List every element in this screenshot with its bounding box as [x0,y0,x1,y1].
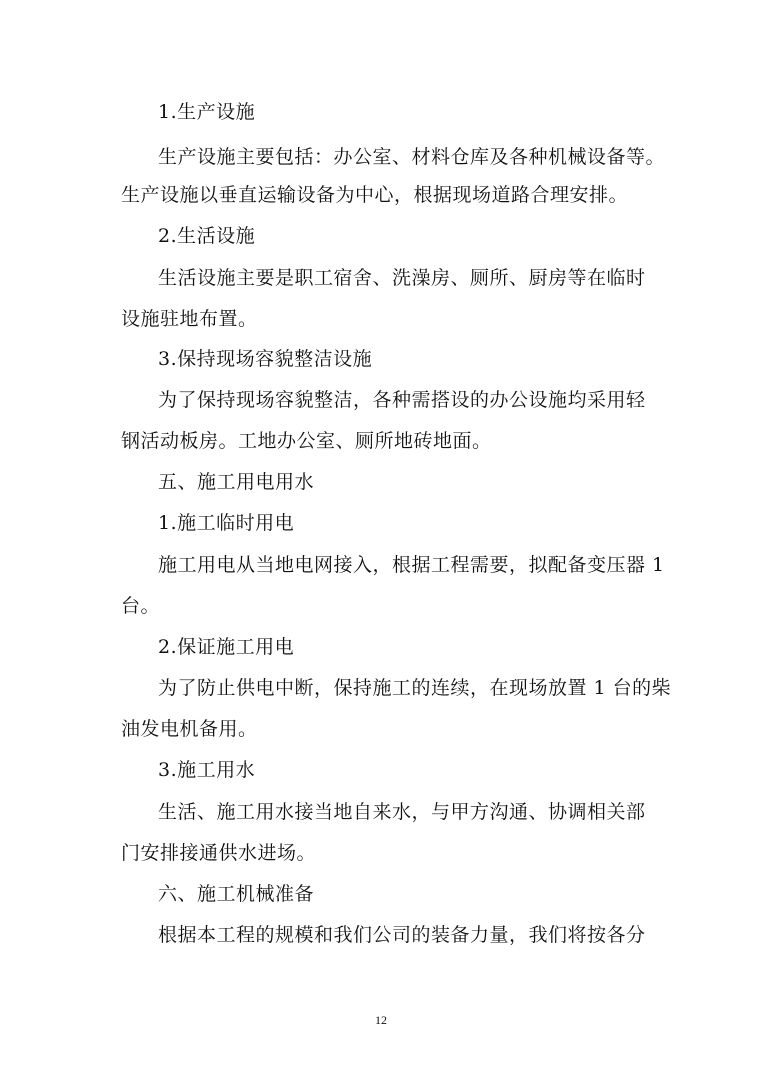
paragraph-line: 根据本工程的规模和我们公司的装备力量，我们将按各分 [158,924,646,946]
paragraph-line: 生产设施以垂直运输设备为中心，根据现场道路合理安排。 [121,184,629,206]
paragraph-line: 生产设施主要包括：办公室、材料仓库及各种机械设备等。 [158,146,666,168]
paragraph-line: 油发电机备用。 [121,718,258,740]
heading-living-facilities: 2.生活设施 [158,225,256,247]
paragraph-line: 生活设施主要是职工宿舍、洗澡房、厕所、厨房等在临时 [158,267,646,289]
paragraph-line: 台。 [121,595,161,617]
heading-site-tidiness-facilities: 3.保持现场容貌整洁设施 [158,348,373,370]
paragraph-line: 设施驻地布置。 [121,308,258,330]
heading-production-facilities: 1.生产设施 [158,101,256,123]
section-heading-power-water: 五、施工用电用水 [158,471,315,493]
paragraph-line: 生活、施工用水接当地自来水，与甲方沟通、协调相关部 [158,801,646,823]
heading-ensure-power: 2.保证施工用电 [158,636,295,658]
section-heading-machinery: 六、施工机械准备 [158,883,315,905]
paragraph-line: 施工用电从当地电网接入，根据工程需要，拟配备变压器 1 [158,554,665,576]
paragraph-line: 为了保持现场容貌整洁，各种需搭设的办公设施均采用轻 [158,389,646,411]
paragraph-line: 门安排接通供水进场。 [121,842,317,864]
paragraph-line: 钢活动板房。工地办公室、厕所地砖地面。 [121,430,492,452]
page-number: 12 [375,1013,387,1027]
heading-temporary-power: 1.施工临时用电 [158,512,295,534]
heading-construction-water: 3.施工用水 [158,759,256,781]
paragraph-line: 为了防止供电中断，保持施工的连续，在现场放置 1 台的柴 [158,677,672,699]
